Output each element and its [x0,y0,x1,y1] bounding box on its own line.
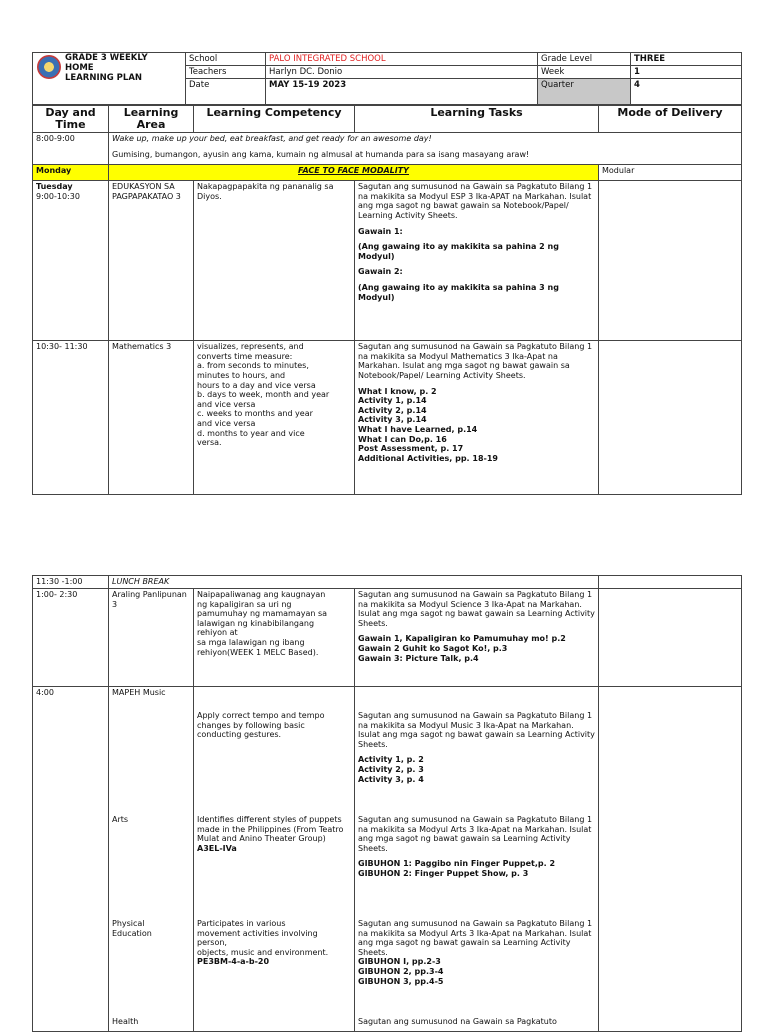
date-value: MAY 15-19 2023 [266,79,538,105]
col-day-time: Day and Time [33,106,109,133]
math-time: 10:30- 11:30 [33,341,109,495]
lunch-mode [599,576,742,589]
arts-tasks: Sagutan ang sumusunod na Gawain sa Pagkatuto Bilang 1 na makikita sa Modyul Arts 3 Ika-Apat na Markahan. Isulat ang mga sagot ng bawat gawain sa Learning Activity Sheets. GIBUHON 1: Paggibo nin Finger Puppet,p. 2 GIBUHON 2: Finger Puppet Show, p. 3 [358,815,593,878]
arts-area: Arts [112,815,129,824]
morning-routine: Wake up, make up your bed, eat breakfast, and get ready for an awesome day! Gumising, bumangon, ayusin ang kama, kumain ng almusal at humanda para sa isang masayang araw! [109,133,742,165]
arts-competency: Identifies different styles of puppets made in the Philippines (From Teatro Mulat and Anino Theater Group) A3EL-IVa [197,815,344,853]
morning-time: 8:00-9:00 [33,133,109,165]
monday-mode: Modular [599,165,742,181]
esp-day-time: Tuesday 9:00-10:30 [33,181,109,341]
col-mode-of-delivery: Mode of Delivery [599,106,742,133]
esp-area: EDUKASYON SA PAGPAPAKATAO 3 [109,181,194,341]
teachers-value: Harlyn DC. Donio [266,66,538,79]
esp-tasks: Sagutan ang sumusunod na Gawain sa Pagkatuto Bilang 1 na makikita sa Modyul ESP 3 Ika-APAT na Markahan. Isulat ang mga sagot ng bawat gawain sa Notebook/Papel/ Learning Activity Sheets. Gawain 1: (Ang gawaing ito ay makikita sa pahina 2 ng Modyul) Gawain 2: (Ang gawaing ito ay makikita sa pahina 3 ng Modyul) [355,181,599,341]
plan-table-page1 [32,105,742,495]
col-learning-tasks: Learning Tasks [355,106,599,133]
ap-competency: Naipapaliwanag ang kaugnayan ng kapaligiran sa uri ng pamumuhay ng mamamayan sa lalawigan ng kinabibilangang rehiyon at sa mga lalawigan ng ibang rehiyon(WEEK 1 MELC Based). [194,589,355,687]
col-learning-competency: Learning Competency [194,106,355,133]
monday-modality: FACE TO FACE MODALITY [109,165,599,181]
school-label: School [186,53,266,66]
mapeh-competency [194,687,355,1032]
school-value: PALO INTEGRATED SCHOOL [266,53,538,66]
deped-seal-icon [37,55,61,79]
music-tasks: Sagutan ang sumusunod na Gawain sa Pagkatuto Bilang 1 na makikita sa Modyul Music 3 Ika-Apat na Markahan. Isulat ang mga sagot ng bawat gawain sa Learning Activity Sheets. Activity 1, p. 2 Activity 2, p. 3 Activity 3, p. 4 [358,711,595,784]
health-tasks: Sagutan ang sumusunod na Gawain sa Pagkatuto [358,1017,557,1026]
lunch-time: 11:30 -1:00 [33,576,109,589]
ap-tasks: Sagutan ang sumusunod na Gawain sa Pagkatuto Bilang 1 na makikita sa Modyul Science 3 Ika-Apat na Markahan. Isulat ang mga sagot ng bawat gawain sa Learning Activity Sheets. Gawain 1, Kapaligiran ko Pamumuhay mo! p.2 Gawain 2 Guhit ko Sagot Ko!, p.3 Gawain 3: Picture Talk, p.4 [355,589,599,687]
esp-competency: Nakapagpapakita ng pananalig sa Diyos. [194,181,355,341]
mapeh-areas [109,687,194,1032]
mapeh-time: 4:00 [33,687,109,1032]
pe-competency: Participates in various movement activities involving person, objects, music and environment. PE3BM-4-a-b-20 [197,919,329,967]
math-tasks: Sagutan ang sumusunod na Gawain sa Pagkatuto Bilang 1 na makikita sa Modyul Mathematics 3 Ika-Apat na Markahan. Isulat ang mga sagot ng bawat gawain sa Notebook/Papel/ Learning Activity Sheets. What I know, p. 2 Activity 1, p.14 Activity 2, p.14 Activity 3, p.14 What I have Learned, p.14 What I can Do,p. 16 Post Assessment, p. 17 Additional Activities, pp. 18-19 [355,341,599,495]
plan-title: GRADE 3 WEEKLY HOME LEARNING PLAN [33,53,186,105]
math-competency: visualizes, represents, and converts time measure: a. from seconds to minutes, minutes to hours, and hours to a day and vice versa b. days to week, month and year and vice versa c. weeks to months and year and vice versa d. months to year and vice versa. [194,341,355,495]
ap-time: 1:00- 2:30 [33,589,109,687]
ap-mode [599,589,742,687]
teachers-label: Teachers [186,66,266,79]
lunch-break: LUNCH BREAK [109,576,599,589]
esp-mode [599,181,742,341]
grade-label: Grade Level [538,53,631,66]
plan-table-page2 [32,575,742,1032]
ap-area: Araling Panlipunan 3 [109,589,194,687]
quarter-label: Quarter [538,79,631,105]
music-competency: Apply correct tempo and tempo changes by following basic conducting gestures. [197,711,325,740]
mapeh-mode [599,687,742,1032]
quarter-value: 4 [631,79,742,105]
header-table [32,52,742,105]
mapeh-tasks [355,687,599,1032]
grade-value: THREE [631,53,742,66]
col-learning-area: Learning Area [109,106,194,133]
health-area: Health [112,1017,139,1026]
pe-tasks: Sagutan ang sumusunod na Gawain sa Pagkatuto Bilang 1 na makikita sa Modyul Arts 3 Ika-Apat na Markahan. Isulat ang mga sagot ng bawat gawain sa Learning Activity Sheets. GIBUHON I, pp.2-3 GIBUHON 2, pp.3-4 GIBUHON 3, pp.4-5 [358,919,593,986]
week-value: 1 [631,66,742,79]
math-mode [599,341,742,495]
date-label: Date [186,79,266,105]
monday-day: Monday [33,165,109,181]
pe-area: Physical Education [112,919,152,938]
math-area: Mathematics 3 [109,341,194,495]
week-label: Week [538,66,631,79]
music-area: MAPEH Music [112,688,166,697]
